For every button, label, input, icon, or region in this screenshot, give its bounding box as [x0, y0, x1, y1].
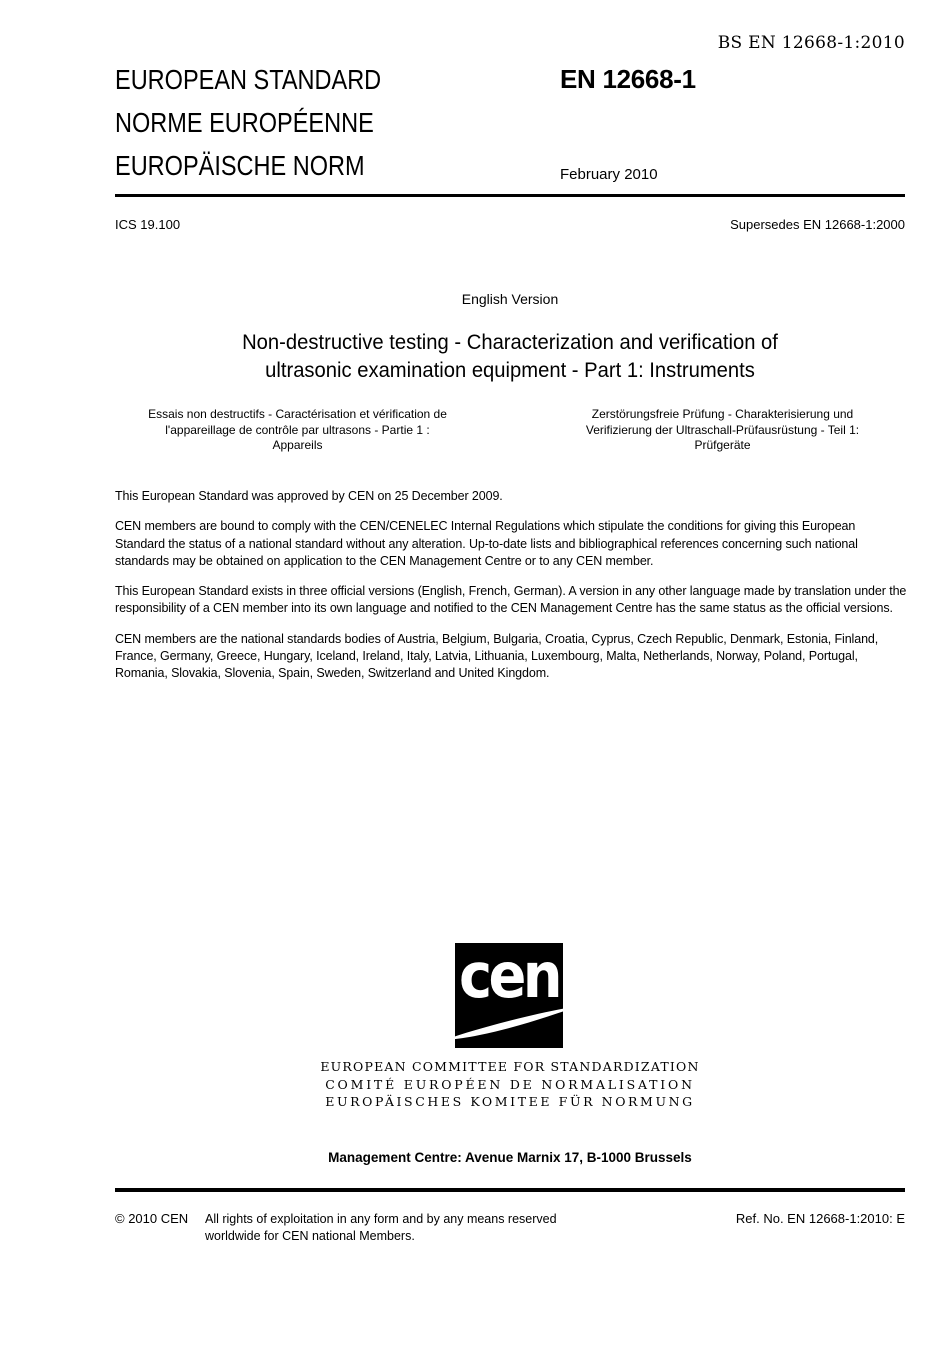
- version-label: English Version: [461, 291, 559, 307]
- title-french: Essais non destructifs - Caractérisation et vérification de l'appareillage de contrôle par ultrasons - Partie 1 : Appareils: [148, 407, 447, 452]
- document-title-line-2: ultrasonic examination equipment - Part 1: Instruments: [265, 358, 755, 382]
- ics-code: ICS 19.100: [115, 217, 181, 232]
- body-paragraphs: [115, 488, 907, 696]
- rights-statement: All rights of exploitation in any form and by any means reserved worldwide for CEN national Members.: [205, 1212, 557, 1243]
- standard-number: EN 12668-1: [560, 64, 696, 94]
- paragraph-regulations: CEN members are bound to comply with the CEN/CENELEC Internal Regulations which stipulate the conditions for giving this European Standard the status of a national standard without any alteration. Up-to-date lists and bibliographical references concerning such national standards may be obtained on application to the CEN Management Centre or to any CEN member.: [115, 519, 858, 568]
- bs-reference: BS EN 12668-1:2010: [717, 33, 905, 53]
- title-german: Zerstörungsfreie Prüfung - Charakterisierung und Verifizierung der Ultraschall-Prüfausrüstung - Teil 1: Prüfgeräte: [585, 407, 860, 452]
- document-title-line-1: Non-destructive testing - Characterization and verification of: [242, 330, 778, 354]
- copyright-notice: © 2010 CEN: [115, 1211, 189, 1226]
- paragraph-versions: This European Standard exists in three official versions (English, French, German). A version in any other language made by translation under the responsibility of a CEN member into its own language and notified to the CEN Management Centre has the same status as the official versions.: [115, 584, 907, 616]
- committee-line-en: EUROPEAN COMMITTEE FOR STANDARDIZATION: [320, 1059, 700, 1074]
- committee-names: [115, 1058, 905, 1111]
- reference-number: Ref. No. EN 12668-1:2010: E: [735, 1211, 905, 1226]
- committee-line-fr: COMITÉ EUROPÉEN DE NORMALISATION: [325, 1076, 695, 1092]
- supersedes-note: Supersedes EN 12668-1:2000: [730, 217, 905, 232]
- masthead-line-de: EUROPÄISCHE NORM: [115, 150, 365, 181]
- header-divider: [115, 194, 905, 197]
- paragraph-members: CEN members are the national standards bodies of Austria, Belgium, Bulgaria, Croatia, Cyprus, Czech Republic, Denmark, Estonia, Finland, France, Germany, Greece, Hungary, Iceland, Ireland, Italy, Latvia, Lithuania, Luxembourg, Malta, Netherlands, Norway, Poland, Portugal, Romania, Slovakia, Slovenia, Spain, Sweden, Switzerland and United Kingdom.: [115, 631, 879, 681]
- masthead-line-fr: NORME EUROPÉENNE: [115, 107, 374, 138]
- cen-logo: [440, 940, 590, 1052]
- paragraph-approval: This European Standard was approved by CEN on 25 December 2009.: [115, 489, 503, 503]
- masthead-line-en: EUROPEAN STANDARD: [115, 64, 382, 95]
- publication-date: February 2010: [560, 166, 658, 183]
- document-title: [139, 328, 882, 384]
- committee-line-de: EUROPÄISCHES KOMITEE FÜR NORMUNG: [325, 1094, 695, 1109]
- cen-logo-text: cen: [459, 940, 559, 1012]
- management-centre-address: Management Centre: Avenue Marnix 17, B-1000 Brussels: [328, 1150, 692, 1165]
- footer-divider: [115, 1188, 905, 1192]
